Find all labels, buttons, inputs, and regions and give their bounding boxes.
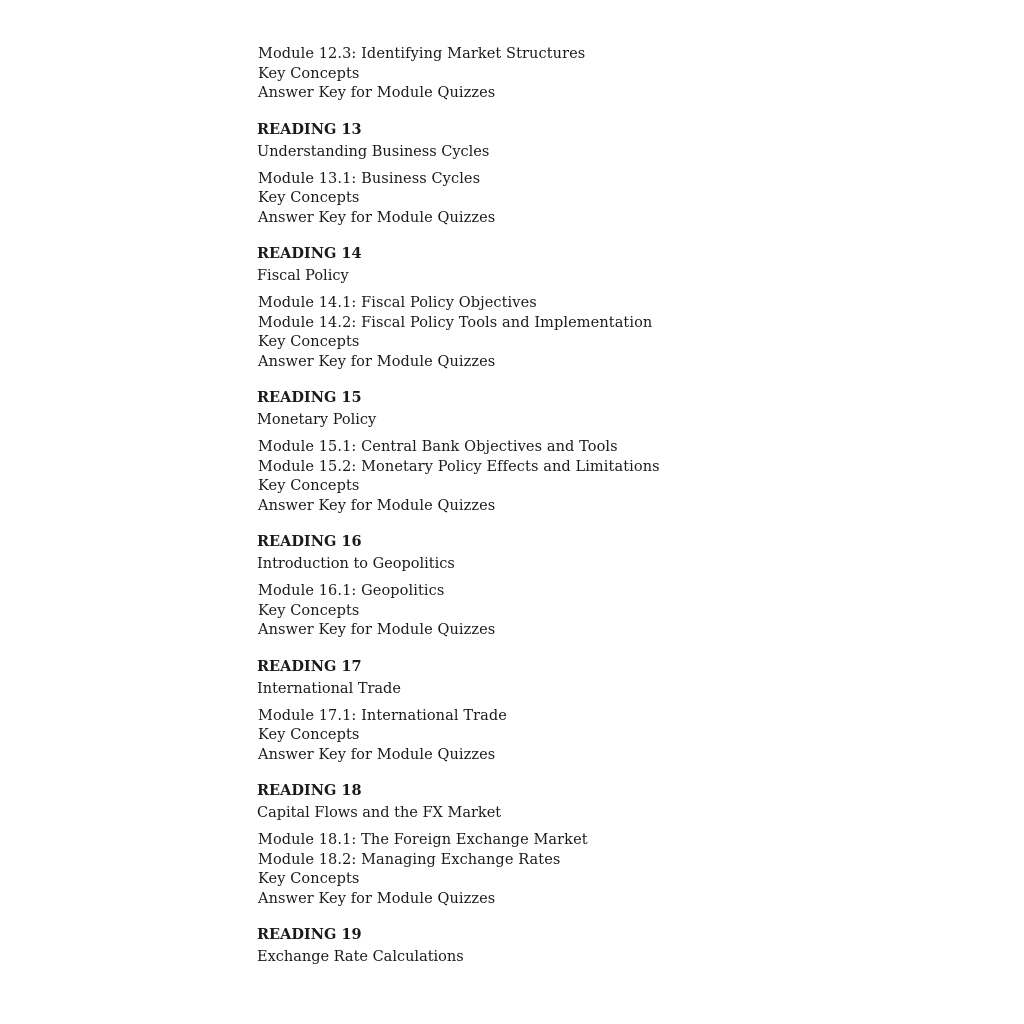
toc-entry: Module 14.2: Fiscal Policy Tools and Implementation [258,314,653,331]
toc-entry: Module 15.1: Central Bank Objectives and Tools [258,439,618,455]
toc-entry: Answer Key for Module Quizzes [258,746,496,763]
table-of-contents [257,45,857,967]
reading-title: Monetary Policy [257,412,377,428]
reading-section [257,532,857,641]
reading-heading: READING 19 [257,926,362,943]
reading-heading: READING 18 [257,782,362,799]
toc-entry: Answer Key for Module Quizzes [258,890,496,907]
reading-heading: READING 13 [257,120,362,138]
reading-heading: READING 14 [257,245,362,262]
reading-heading: READING 15 [257,389,362,406]
toc-entry: Answer Key for Module Quizzes [258,85,496,101]
toc-entry: Answer Key for Module Quizzes [258,209,496,226]
toc-entry: Module 17.1: International Trade [258,707,507,724]
toc-entry: Module 18.1: The Foreign Exchange Market [258,832,588,848]
toc-entry: Module 18.2: Managing Exchange Rates [258,851,561,868]
toc-entry: Answer Key for Module Quizzes [258,497,496,514]
reading-title: Fiscal Policy [257,268,349,284]
toc-entry: Key Concepts [258,65,360,82]
toc-entry: Key Concepts [258,602,360,619]
reading-section [257,925,857,967]
reading-section [257,388,857,516]
reading-title: Exchange Rate Calculations [257,949,464,965]
reading-heading: READING 16 [257,533,362,550]
toc-entry: Key Concepts [258,190,360,206]
reading-title: International Trade [257,680,401,697]
reading-heading: READING 17 [257,657,362,675]
lead-module-list [257,45,857,104]
toc-entry: Key Concepts [258,727,360,743]
reading-section [257,781,857,909]
reading-title: Capital Flows and the FX Market [257,805,502,821]
toc-entry: Key Concepts [258,478,360,494]
toc-entry: Module 12.3: Identifying Market Structures [258,46,586,62]
reading-section [257,120,857,229]
reading-title: Introduction to Geopolitics [257,556,455,572]
toc-entry: Module 16.1: Geopolitics [258,583,445,599]
toc-entry: Answer Key for Module Quizzes [258,353,496,370]
reading-section [257,244,857,372]
toc-entry: Key Concepts [258,871,360,887]
toc-entry: Module 15.2: Monetary Policy Effects and Limitations [258,458,660,475]
toc-entry: Module 13.1: Business Cycles [258,170,481,187]
reading-section [257,657,857,766]
toc-entry: Answer Key for Module Quizzes [258,622,496,638]
reading-title: Understanding Business Cycles [257,143,490,160]
toc-entry: Module 14.1: Fiscal Policy Objectives [258,295,537,311]
toc-entry: Key Concepts [258,334,360,350]
readings-list [257,120,857,968]
